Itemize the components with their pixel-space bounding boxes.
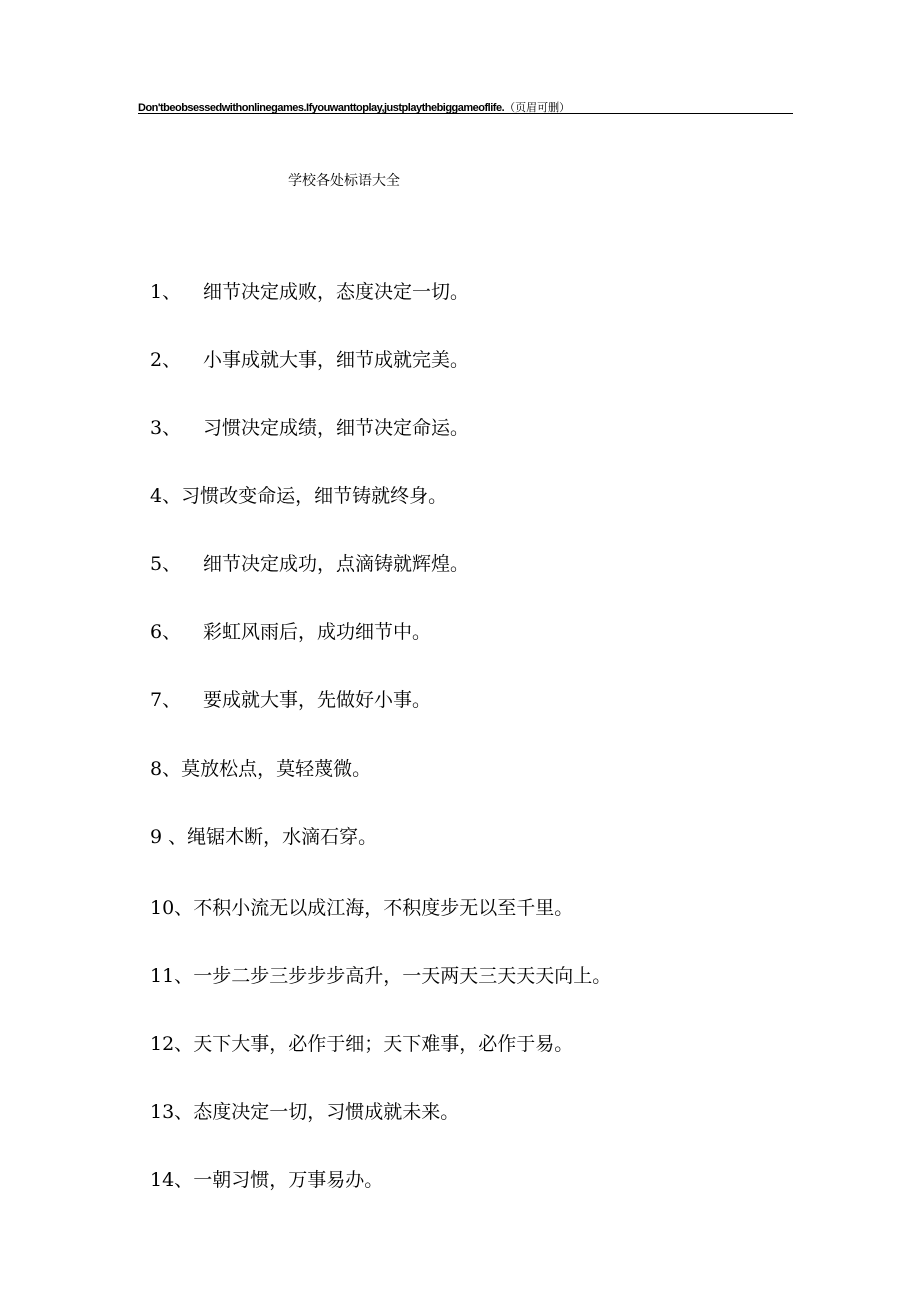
item-text: 习惯决定成绩，细节决定命运。 bbox=[203, 417, 470, 439]
header-note: （页眉可删） bbox=[504, 101, 571, 114]
list-item bbox=[150, 1168, 383, 1192]
item-text: 不积小流无以成江海，不积度步无以至千里。 bbox=[193, 897, 574, 919]
list-item bbox=[150, 896, 573, 920]
item-text: 彩虹风雨后，成功细节中。 bbox=[203, 621, 432, 643]
item-number: 5、 bbox=[150, 553, 182, 575]
item-number: 2、 bbox=[150, 349, 182, 371]
item-text: 莫放松点，莫轻蔑微。 bbox=[181, 758, 372, 780]
item-number: 6、 bbox=[150, 621, 182, 643]
list-item bbox=[150, 825, 377, 849]
list-item bbox=[150, 1100, 459, 1124]
list-item bbox=[150, 552, 469, 576]
item-text: 细节决定成败，态度决定一切。 bbox=[203, 281, 470, 303]
item-number: 3、 bbox=[150, 417, 182, 439]
list-item bbox=[150, 620, 431, 644]
list-item bbox=[150, 964, 611, 988]
item-number: 7、 bbox=[150, 689, 182, 711]
header-english-text: Don'tbeobsessedwithonlinegames.Ifyouwanttoplay,justplaythebiggameoflife. bbox=[138, 102, 505, 114]
item-number: 8、 bbox=[150, 758, 182, 780]
item-number: 9 、 bbox=[150, 826, 188, 848]
list-item bbox=[150, 416, 469, 440]
item-number: 14、 bbox=[150, 1169, 194, 1191]
item-text: 习惯改变命运，细节铸就终身。 bbox=[181, 485, 448, 507]
item-text: 绳锯木断，水滴石穿。 bbox=[187, 826, 378, 848]
list-item bbox=[150, 280, 469, 304]
item-text: 小事成就大事，细节成就完美。 bbox=[203, 349, 470, 371]
item-text: 态度决定一切，习惯成就未来。 bbox=[193, 1101, 460, 1123]
document-title: 学校各处标语大全 bbox=[288, 173, 400, 189]
item-text: 一朝习惯，万事易办。 bbox=[193, 1169, 384, 1191]
item-text: 细节决定成功，点滴铸就辉煌。 bbox=[203, 553, 470, 575]
list-item bbox=[150, 757, 371, 781]
item-number: 13、 bbox=[150, 1101, 194, 1123]
item-text: 一步二步三步步步高升，一天两天三天天天向上。 bbox=[193, 965, 612, 987]
list-item bbox=[150, 688, 431, 712]
item-text: 天下大事，必作于细；天下难事，必作于易。 bbox=[193, 1033, 574, 1055]
item-number: 12、 bbox=[150, 1033, 194, 1055]
page-header bbox=[138, 96, 793, 114]
list-item bbox=[150, 484, 447, 508]
item-number: 4、 bbox=[150, 485, 182, 507]
list-item bbox=[150, 348, 469, 372]
list-item bbox=[150, 1032, 573, 1056]
item-text: 要成就大事，先做好小事。 bbox=[203, 689, 432, 711]
item-number: 10、 bbox=[150, 897, 194, 919]
item-number: 1、 bbox=[150, 281, 182, 303]
item-number: 11、 bbox=[150, 965, 194, 987]
